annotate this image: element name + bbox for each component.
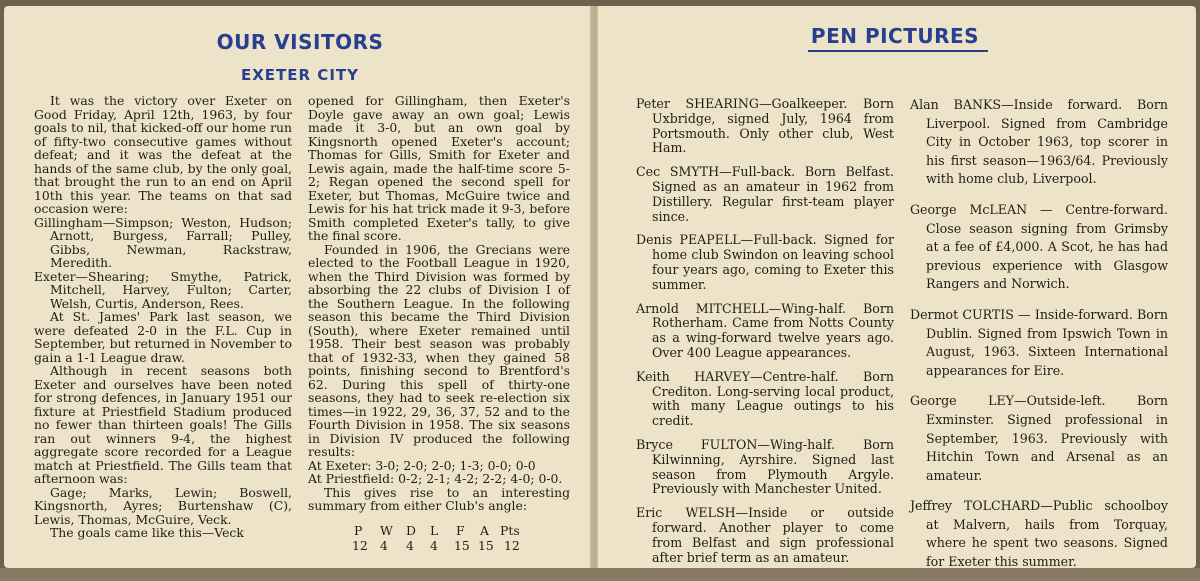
table-header-cell: W [380,523,393,538]
table-value-cell: 4 [406,538,414,553]
summary-table-header [350,523,540,537]
table-header-cell: P [354,523,363,538]
paragraph: Gillingham—Simpson; Weston, Hudson; Arnott, Burgess, Farrall; Pulley, Gibbs, Newman, Rackstraw, Meredith. [34,214,292,270]
paragraph: The goals came like this—Veck [50,525,244,540]
heading-underline [808,50,988,52]
results-line: At Priestfield: 0-2; 2-1; 4-2; 2-2; 4-0; 0-0. [308,471,563,486]
player-entry: Alan BANKS—Inside forward. Born Liverpool. Signed from Cambridge City in October 1963, top scorer in his first season—1963/64. Previously with home club, Liverpool. [910,97,1168,187]
paragraph: Although in recent seasons both Exeter and ourselves have been noted for strong defences, in January 1951 our fixture at Priestfield Stadium produced no fewer than thirteen goals! The Gills ran out winners 9-4, the highest aggregate score recorded for a League match at Priestfield. The Gills team that afternoon was: [34,363,292,486]
table-header-cell: A [480,523,489,538]
right-column-2 [910,96,1168,572]
player-entry: George LEY—Outside-left. Born Exminster. Signed professional in September, 1963. Previously with Hitchin Town and Arsenal as an amateur. [910,393,1168,483]
right-column-1 [636,97,894,565]
player-entry: Arnold MITCHELL—Wing-half. Born Rotherham. Came from Notts County as a wing-forward twelve years ago. Over 400 League appearances. [636,300,894,360]
table-header-cell: L [430,523,439,538]
paragraph: This gives rise to an interesting summary from either Club's angle: [308,484,570,513]
table-value-cell: 15 [454,538,470,553]
player-entry: Bryce FULTON—Wing-half. Born Kilwinning, Ayrshire. Signed last season from Plymouth Argyle. Previously with Manchester United. [636,436,894,497]
table-value-cell: 4 [430,538,438,553]
table-value-cell: 12 [352,538,368,553]
paragraph: opened for Gillingham, then Exeter's Doyle gave away an own goal; Lewis made it 3-0, but an own goal by Kingsnorth opened Exeter's account; Thomas for Gills, Smith for Exeter and Lewis again, made the half-time score 5-2; Regan opened the second spell for Exeter, but Thomas, McGuire twice and Lewis for his hat trick made it 9-3, before Smith completed Exeter's tally, to give the final score. [308,93,570,243]
player-entry: Eric WELSH—Inside or outside forward. Another player to come from Belfast and sign professional after brief term as an amateur. [636,505,894,565]
player-entry: Denis PEAPELL—Full-back. Signed for home club Swindon on leaving school four years ago, coming to Exeter this summer. [636,232,894,292]
player-entry: Jeffrey TOLCHARD—Public schoolboy at Malvern, hails from Torquay, where he spent two seasons. Signed for Exeter this summer. [910,498,1168,570]
left-column-2 [308,94,570,513]
player-entry: George McLEAN — Centre-forward. Close season signing from Grimsby at a fee of £4,000. A Scot, he has had previous experience with Glasgow Rangers and Norwich. [910,201,1168,292]
paragraph: Gage; Marks, Lewin; Boswell, Kingsnorth, Ayres; Burtenshaw (C), Lewis, Thomas, McGuire, Veck. [34,484,292,527]
table-header-cell: D [406,523,416,538]
paragraph: It was the victory over Exeter on Good Friday, April 12th, 1963, by four goals to nil, that kicked-off our home run of fifty-two consecutive games without defeat; and it was the defeat at the hands of the same club, by the only goal, that brought the run to an end on April 10th this year. The teams on that sad occasion were: [34,93,292,216]
player-entry: Peter SHEARING—Goalkeeper. Born Uxbridge, signed July, 1964 from Portsmouth. Only other club, West Ham. [636,96,894,156]
summary-table-values [350,538,540,552]
exeter-city-subheading: EXETER CITY [241,66,359,84]
table-header-cell: Pts [500,523,520,538]
left-column-1 [34,94,292,540]
pen-pictures-heading: PEN PICTURES [810,24,980,48]
table-header-cell: F [456,523,465,538]
paragraph: Exeter—Shearing; Smythe, Patrick, Mitchell, Harvey, Fulton; Carter, Welsh, Curtis, Anderson, Rees. [34,268,292,311]
results-line: At Exeter: 3-0; 2-0; 2-0; 1-3; 0-0; 0-0 [308,457,536,473]
player-entry: Keith HARVEY—Centre-half. Born Crediton. Long-serving local product, with many League outings to his credit. [636,368,894,429]
paragraph: Founded in 1906, the Grecians were elected to the Football League in 1920, when the Third Division was formed by absorbing the 22 clubs of Division I of the Southern League. In the following season this became the Third Division (South), where Exeter remained until 1958. Their best season was probably that of 1932-33, when they gained 58 points, finishing second to Brentford's 62. During this spell of thirty-one seasons, they had to seek re-election six times—in 1922, 29, 36, 37, 52 and to the Fourth Division in 1958. The six seasons in Division IV produced the following results: [308,241,570,459]
table-value-cell: 12 [504,538,520,553]
table-value-cell: 15 [478,538,494,553]
paragraph: At St. James' Park last season, we were defeated 2-0 in the F.L. Cup in September, but returned in November to gain a 1-1 League draw. [34,309,292,365]
player-entry: Cec SMYTH—Full-back. Born Belfast. Signed as an amateur in 1962 from Distillery. Regular first-team player since. [636,164,894,224]
player-entry: Dermot CURTIS — Inside-forward. Born Dublin. Signed from Ipswich Town in August, 1963. Sixteen International appearances for Eire. [910,306,1168,378]
table-value-cell: 4 [380,538,388,553]
our-visitors-heading: OUR VISITORS [216,30,384,54]
